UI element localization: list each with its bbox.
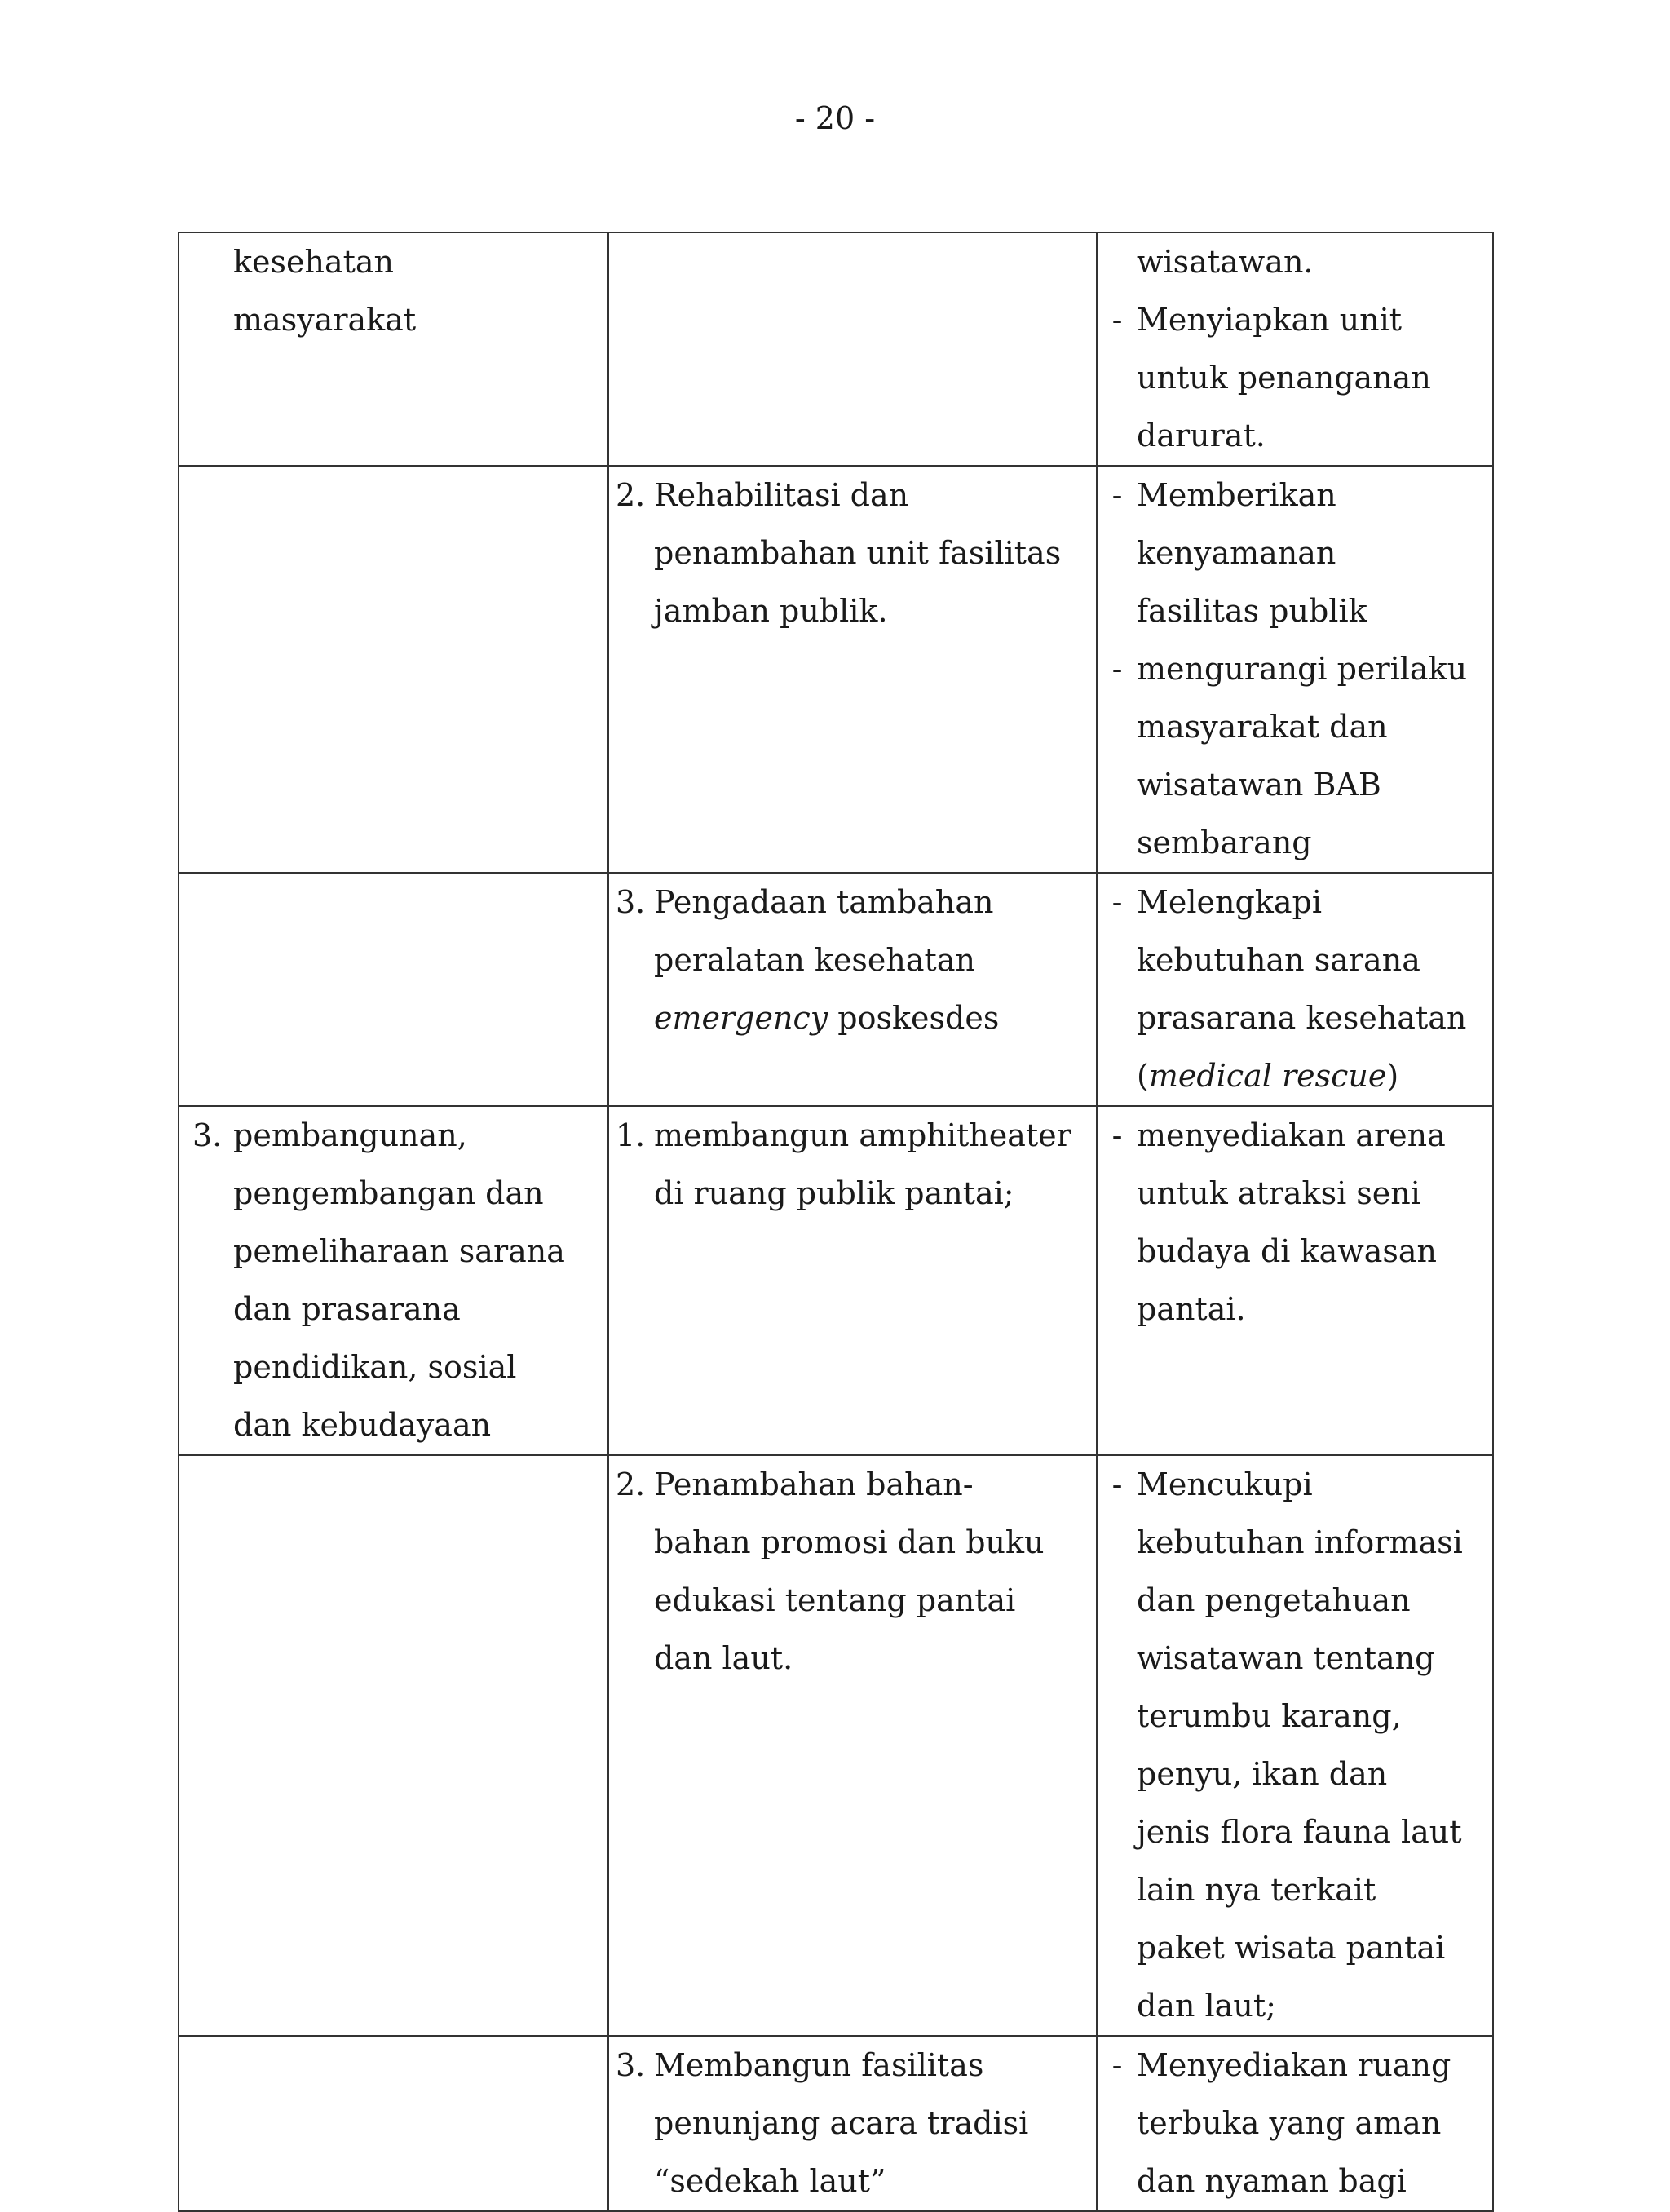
text-line: pemeliharaan sarana	[233, 1233, 565, 1269]
text-line: peralatan kesehatan	[654, 942, 975, 978]
text-line: masyarakat	[233, 302, 417, 338]
text-line: darurat.	[1137, 418, 1266, 453]
text-line: menyediakan arena	[1137, 1117, 1446, 1153]
text-line: penyu, ikan dan	[1137, 1756, 1388, 1792]
table-cell-activity	[608, 466, 1097, 873]
text-line: pantai.	[1137, 1291, 1246, 1327]
text-line: dan prasarana	[233, 1291, 461, 1327]
bullet-dash: -	[1111, 477, 1123, 513]
text-line: edukasi tentang pantai	[654, 1582, 1016, 1618]
table-cell-goal	[1097, 1106, 1493, 1455]
table-cell-activity	[608, 1106, 1097, 1455]
text-line: dan nyaman bagi	[1137, 2163, 1407, 2199]
emphasis-text: medical rescue	[1148, 1058, 1387, 1094]
text-line: dan laut;	[1137, 1988, 1276, 2024]
text-line: pembangunan,	[233, 1117, 467, 1153]
table-row	[179, 2036, 1493, 2211]
item-text	[1137, 874, 1492, 1105]
category-item	[179, 1107, 607, 1454]
text-line: lain nya terkait	[1137, 1872, 1376, 1908]
text-line: pendidikan, sosial	[233, 1349, 517, 1385]
table-cell-goal	[1097, 873, 1493, 1106]
text-fragment: poskesdes	[828, 1000, 1000, 1036]
text-line: wisatawan tentang	[1137, 1640, 1435, 1676]
text-fragment: )	[1386, 1058, 1399, 1094]
item-number: 1.	[616, 1117, 646, 1153]
table-row	[179, 466, 1493, 873]
goal-item	[1098, 874, 1492, 1105]
text-line: fasilitas publik	[1137, 593, 1367, 629]
table-row	[179, 873, 1493, 1106]
bullet-dash: -	[1111, 2047, 1123, 2083]
item-number: 2.	[616, 477, 646, 513]
table-cell-goal	[1097, 1455, 1493, 2036]
page-number: - 20 -	[794, 100, 876, 136]
program-table	[178, 232, 1494, 2212]
table-cell-goal	[1097, 466, 1493, 873]
table-row	[179, 232, 1493, 466]
text-line: terumbu karang,	[1137, 1698, 1402, 1734]
bullet-dash: -	[1111, 302, 1123, 338]
text-line: untuk atraksi seni	[1137, 1175, 1420, 1211]
goal-item	[1098, 2037, 1492, 2210]
item-text	[1137, 640, 1492, 872]
emphasis-text: emergency	[654, 1000, 828, 1036]
text-line: kenyamanan	[1137, 535, 1336, 571]
text-line: kebutuhan sarana	[1137, 942, 1420, 978]
goal-item	[1098, 291, 1492, 465]
table-cell-activity	[608, 873, 1097, 1106]
text-line: untuk penanganan	[1137, 360, 1431, 396]
item-number: 3.	[192, 1117, 223, 1153]
text-line: penunjang acara tradisi	[654, 2105, 1029, 2141]
text-line: Melengkapi	[1137, 884, 1322, 920]
text-line: Membangun fasilitas	[654, 2047, 984, 2083]
text-line: prasarana kesehatan	[1137, 1000, 1467, 1036]
item-text	[654, 874, 1096, 1047]
table-cell-activity	[608, 2036, 1097, 2211]
table-cell-category	[179, 1455, 608, 2036]
text-line: di ruang publik pantai;	[654, 1175, 1014, 1211]
activity-item	[609, 1456, 1096, 1688]
text-line: penambahan unit fasilitas	[654, 535, 1062, 571]
table-cell-category	[179, 232, 608, 466]
text-line: pengembangan dan	[233, 1175, 544, 1211]
text-line: kesehatan	[233, 244, 395, 280]
category-item	[179, 233, 607, 349]
text-line: budaya di kawasan	[1137, 1233, 1438, 1269]
bullet-dash: -	[1111, 884, 1123, 920]
table-row	[179, 1455, 1493, 2036]
text-line: bahan promosi dan buku	[654, 1524, 1045, 1560]
item-text	[233, 233, 607, 349]
item-text	[1137, 1456, 1492, 2035]
bullet-dash: -	[1111, 651, 1123, 687]
goal-item	[1098, 1456, 1492, 2035]
goal-item	[1098, 233, 1492, 291]
text-line: paket wisata pantai	[1137, 1930, 1446, 1966]
text-line	[1137, 1047, 1492, 1105]
item-number: 3.	[616, 884, 646, 920]
text-line: masyarakat dan	[1137, 709, 1388, 745]
activity-item	[609, 467, 1096, 640]
text-line: wisatawan.	[1137, 244, 1314, 280]
table-cell-activity	[608, 232, 1097, 466]
activity-item	[609, 2037, 1096, 2210]
goal-item	[1098, 640, 1492, 872]
item-number: 3.	[616, 2047, 646, 2083]
text-line: dan laut.	[654, 1640, 793, 1676]
text-line: kebutuhan informasi	[1137, 1524, 1463, 1560]
goal-item	[1098, 467, 1492, 640]
goal-item	[1098, 1107, 1492, 1338]
text-fragment: (	[1137, 1058, 1149, 1094]
text-line: terbuka yang aman	[1137, 2105, 1442, 2141]
table-row	[179, 1106, 1493, 1455]
bullet-dash: -	[1111, 1117, 1123, 1153]
item-text	[1137, 233, 1492, 291]
text-line: Penambahan bahan-	[654, 1467, 974, 1502]
text-line: dan pengetahuan	[1137, 1582, 1411, 1618]
table-cell-category	[179, 466, 608, 873]
text-line: Pengadaan tambahan	[654, 884, 994, 920]
text-line: jenis flora fauna laut	[1137, 1814, 1462, 1850]
item-text	[654, 2037, 1096, 2210]
text-line: membangun amphitheater	[654, 1117, 1071, 1153]
table-cell-category	[179, 2036, 608, 2211]
item-text	[233, 1107, 607, 1454]
item-text	[1137, 291, 1492, 465]
text-line: wisatawan BAB	[1137, 767, 1381, 803]
item-text	[1137, 1107, 1492, 1338]
table-cell-category	[179, 1106, 608, 1455]
item-number: 2.	[616, 1467, 646, 1502]
text-line: jamban publik.	[654, 593, 888, 629]
item-text	[654, 1107, 1096, 1223]
item-text	[654, 467, 1096, 640]
text-line: Menyediakan ruang	[1137, 2047, 1451, 2083]
text-line: Rehabilitasi dan	[654, 477, 909, 513]
activity-item	[609, 874, 1096, 1047]
bullet-dash: -	[1111, 1467, 1123, 1502]
item-text	[1137, 2037, 1492, 2210]
table-cell-category	[179, 873, 608, 1106]
text-line: sembarang	[1137, 825, 1312, 860]
text-line: Menyiapkan unit	[1137, 302, 1403, 338]
table-cell-goal	[1097, 232, 1493, 466]
table-cell-activity	[608, 1455, 1097, 2036]
text-line	[654, 989, 1096, 1047]
text-line: mengurangi perilaku	[1137, 651, 1468, 687]
text-line: Mencukupi	[1137, 1467, 1313, 1502]
text-line: Memberikan	[1137, 477, 1336, 513]
activity-item	[609, 1107, 1096, 1223]
item-text	[654, 1456, 1096, 1688]
text-line: “sedekah laut”	[654, 2163, 886, 2199]
item-text	[1137, 467, 1492, 640]
text-line: dan kebudayaan	[233, 1407, 492, 1443]
table-cell-goal	[1097, 2036, 1493, 2211]
